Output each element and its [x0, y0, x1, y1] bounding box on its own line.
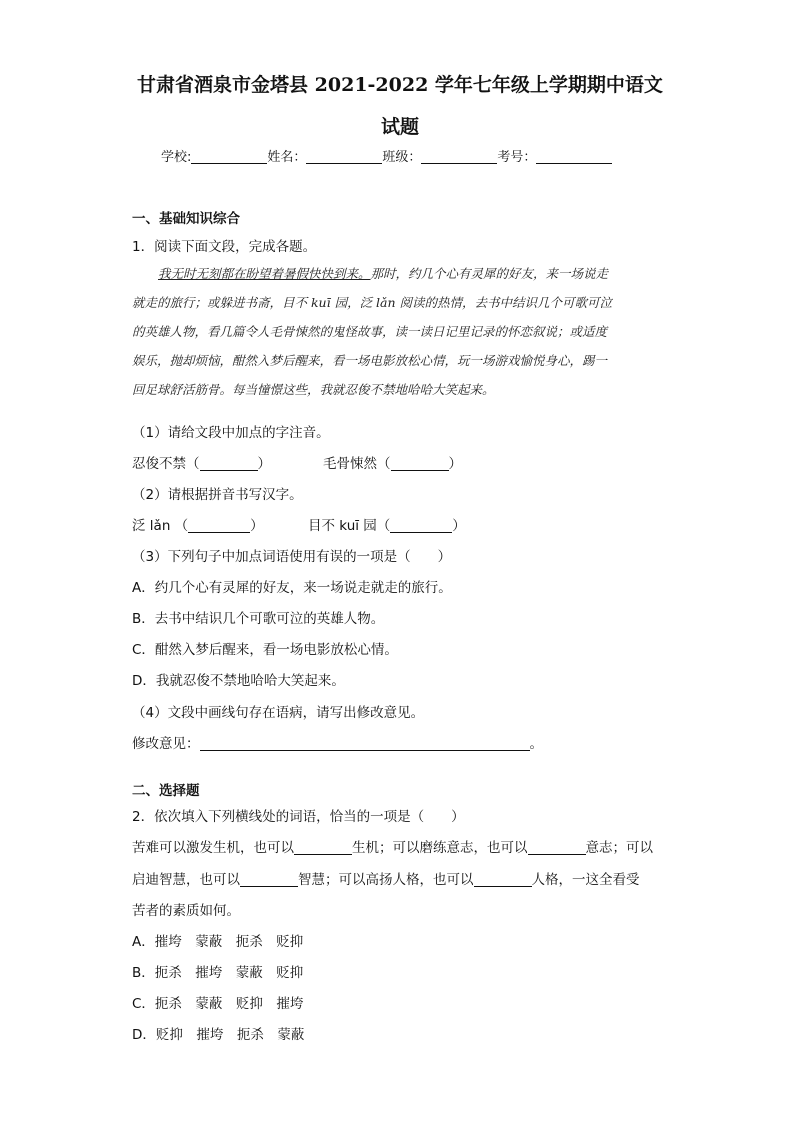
name-label: 姓名：	[267, 150, 307, 165]
class-label: 班级：	[382, 150, 422, 165]
q1-3-prompt: （3）下列句子中加点词语使用有误的一项是（ ）	[132, 549, 452, 565]
class-blank[interactable]	[421, 149, 497, 164]
passage-line1-rest: 那时，约几个心有灵犀的好友，来一场说走	[370, 266, 609, 281]
q1-1-item-b	[323, 452, 462, 472]
q1-2-a-label: 泛 lǎn （	[132, 518, 189, 534]
q1-1-b-label: 毛骨悚然（	[323, 456, 391, 472]
school-blank[interactable]	[191, 149, 267, 164]
passage-line2: 就走的旅行；或躲进书斋，目不 kuī 园，泛 lǎn 阅读的热情，去书中结识几个可歌可泣	[132, 295, 613, 310]
q1-4-prompt: （4）文段中画线句存在语病，请写出修改意见。	[132, 705, 425, 721]
q1-1-b-close: ）	[448, 456, 462, 472]
q1-1-item-a	[132, 452, 271, 472]
q1-4-answer-end: 。	[529, 736, 543, 752]
name-blank[interactable]	[306, 149, 382, 164]
q2-text-seg: 智慧；可以高扬人格，也可以	[298, 872, 474, 888]
q1-stem: 1．阅读下面文段，完成各题。	[132, 239, 317, 255]
q1-2-a-close: ）	[250, 518, 264, 534]
q1-2-item-b	[308, 514, 466, 534]
passage-underlined-sentence: 我无时无刻都在盼望着暑假快快到来。	[158, 266, 371, 281]
q2-blank-4[interactable]	[474, 873, 532, 887]
q2-blank-1[interactable]	[294, 841, 352, 855]
q2-text-seg: 意志；可以	[585, 840, 653, 856]
q2-stem: 2．依次填入下列横线处的词语，恰当的一项是（ ）	[132, 809, 465, 825]
q2-option-b[interactable]: B．扼杀 摧垮 蒙蔽 贬抑	[132, 965, 304, 981]
q1-1-b-blank[interactable]	[391, 457, 449, 471]
q2-text-line2	[132, 868, 640, 888]
q1-2-prompt: （2）请根据拼音书写汉字。	[132, 487, 303, 503]
q2-option-d[interactable]: D．贬抑 摧垮 扼杀 蒙蔽	[132, 1027, 305, 1043]
q2-text-seg: 生机；可以磨练意志，也可以	[352, 840, 528, 856]
section2-heading: 二、选择题	[132, 783, 200, 799]
q2-text-seg: 人格，一这全看受	[531, 872, 640, 888]
exam-no-blank[interactable]	[536, 149, 612, 164]
q2-text-line3: 苦者的素质如何。	[132, 903, 240, 919]
q1-1-a-close: ）	[257, 456, 271, 472]
q2-text-seg: 启迪智慧，也可以	[132, 872, 240, 888]
q1-4-answer-blank[interactable]	[200, 737, 530, 751]
q1-2-item-a	[132, 514, 264, 534]
passage-line4: 娱乐，抛却烦恼，酣然入梦后醒来，看一场电影放松心情，玩一场游戏愉悦身心，踢一	[132, 353, 608, 368]
exam-title-line1: 甘肃省酒泉市金塔县 2021-2022 学年七年级上学期期中语文	[137, 74, 663, 96]
passage-line3: 的英雄人物，看几篇令人毛骨悚然的鬼怪故事，读一读日记里记录的怀恋叙说；或适度	[132, 324, 608, 339]
q1-2-b-blank[interactable]	[390, 519, 452, 533]
school-label: 学校:	[161, 150, 192, 165]
q1-3-option-c[interactable]: C．酣然入梦后醒来，看一场电影放松心情。	[132, 642, 398, 658]
passage-line5: 回足球舒活筋骨。每当憧憬这些，我就忍俊不禁地哈哈大笑起来。	[132, 382, 495, 397]
q1-3-option-a[interactable]: A．约几个心有灵犀的好友，来一场说走就走的旅行。	[132, 580, 452, 596]
reading-passage	[132, 264, 662, 404]
q2-blank-2[interactable]	[528, 841, 586, 855]
q1-1-prompt: （1）请给文段中加点的字注音。	[132, 425, 330, 441]
q1-4-answer-label: 修改意见：	[132, 736, 200, 752]
q1-4-answer-row	[132, 732, 543, 752]
exam-no-label: 考号：	[497, 150, 537, 165]
q2-option-a[interactable]: A．摧垮 蒙蔽 扼杀 贬抑	[132, 934, 304, 950]
q1-1-a-label: 忍俊不禁（	[132, 456, 200, 472]
q1-2-a-blank[interactable]	[188, 519, 250, 533]
section1-heading: 一、基础知识综合	[132, 211, 240, 227]
q1-3-option-b[interactable]: B．去书中结识几个可歌可泣的英雄人物。	[132, 611, 385, 627]
q1-3-option-d[interactable]: D．我就忍俊不禁地哈哈大笑起来。	[132, 673, 345, 689]
q2-text-line1	[132, 836, 653, 856]
q1-1-a-blank[interactable]	[200, 457, 258, 471]
q2-option-c[interactable]: C．扼杀 蒙蔽 贬抑 摧垮	[132, 996, 304, 1012]
q2-text-seg: 苦难可以激发生机，也可以	[132, 840, 294, 856]
exam-title-line2: 试题	[380, 116, 419, 138]
q1-2-b-close: ）	[452, 518, 466, 534]
q1-2-b-label: 目不 kuī 园（	[308, 518, 391, 534]
q2-blank-3[interactable]	[240, 873, 298, 887]
student-info-row	[161, 146, 612, 165]
